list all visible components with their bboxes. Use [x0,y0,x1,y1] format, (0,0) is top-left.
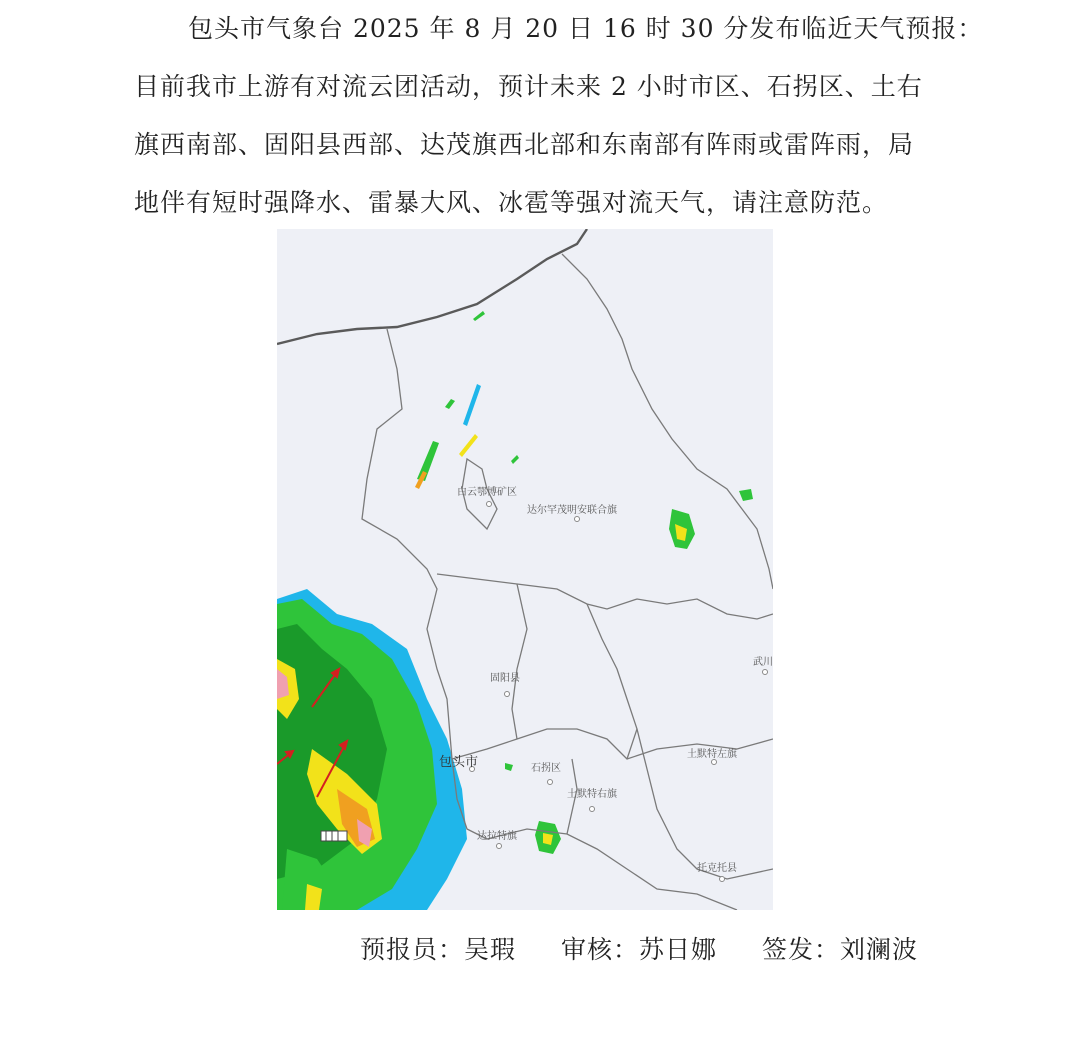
bulletin-line-2: 目前我市上游有对流云团活动，预计未来 2 小时市区、石拐区、土右 [134,72,923,101]
map-label-shiguai: 石拐区 [531,763,561,774]
bulletin-text [134,0,984,232]
bulletin-line-3: 旗西南部、固阳县西部、达茂旗西北部和东南部有阵雨或雷阵雨，局 [134,130,915,159]
map-label-wuchuan: 武川 [753,657,773,668]
signature-line [360,930,960,966]
map-label-tuoketuo: 托克托县 [697,863,737,874]
issuer: 签发：刘澜波 [761,935,918,964]
forecaster: 预报员：吴瑕 [360,935,517,964]
map-label-baotou: 包头市 [439,755,479,770]
radar-map-graphic [277,229,773,910]
map-label-guyang: 固阳县 [490,673,520,684]
map-label-tumote-left: 土默特左旗 [687,749,737,760]
map-label-tumote-right: 土默特右旗 [567,789,617,800]
reviewer: 审核：苏日娜 [560,935,717,964]
radar-station-icon [321,831,347,841]
national-border [277,229,587,344]
map-label-dalate: 达拉特旗 [477,831,517,842]
radar-echo-small [415,311,753,854]
bulletin-line-1: 包头市气象台 2025 年 8 月 20 日 16 时 30 分发布临近天气预报： [188,14,984,43]
radar-map [277,229,773,910]
map-label-baiyun: 白云鄂博矿区 [457,487,517,498]
bulletin-line-4: 地伴有短时强降水、雷暴大风、冰雹等强对流天气，请注意防范。 [134,188,889,217]
map-label-damao: 达尔罕茂明安联合旗 [527,505,617,516]
radar-echo-main [277,589,467,910]
